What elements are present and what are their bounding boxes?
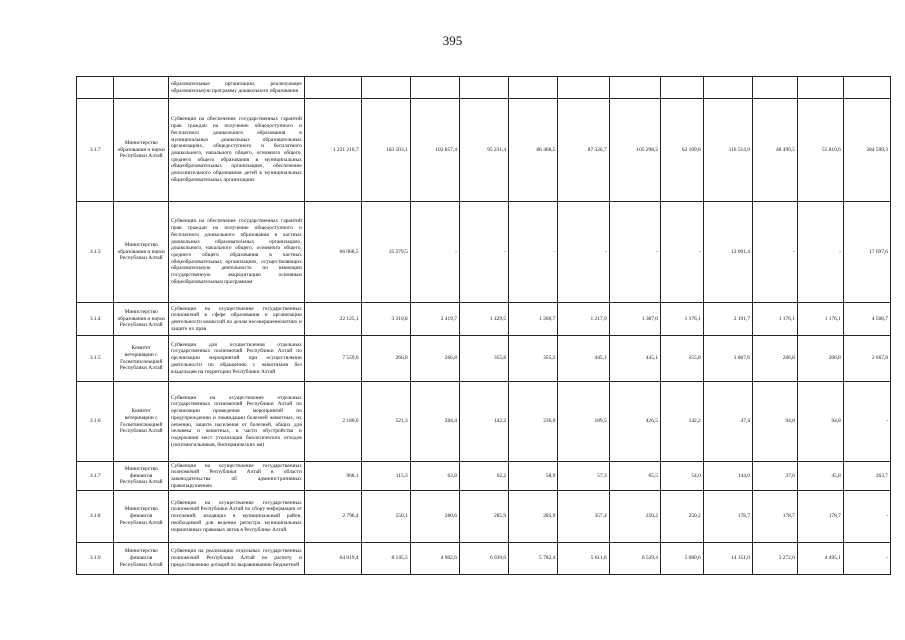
amount-cell: 142,2 <box>459 382 508 462</box>
amount-cell: 178,7 <box>752 491 797 543</box>
organization-cell: Комитет ветеринарии с Госветинспекцией Республики Алтай <box>114 382 169 462</box>
amount-cell: - <box>752 202 797 303</box>
amount-cell: 189,5 <box>558 382 609 462</box>
amount-cell: 102 857,4 <box>410 99 459 202</box>
organization-cell: Министерство финансов Республики Алтай <box>114 491 169 543</box>
amount-cell: 1 867,6 <box>703 336 752 382</box>
amount-cell <box>558 77 609 99</box>
amount-cell: 142,2 <box>660 382 703 462</box>
amount-cell <box>459 77 508 99</box>
amount-cell: 87 326,7 <box>558 99 609 202</box>
amount-cell: 58,9 <box>509 462 558 491</box>
description-cell: Субвенция на обеспечение государственных гарантий прав граждан на получение общедоступного и бесплатного дошкольного образования в муниципальных дошкольных образовательных организациях, общедоступного и бесплатного дошкольного, начального общего, основного общего, среднего общего образования в муниципальных общеобразовательных организациях, обеспечение дополнительного образования детей в муниципальных общеобразовательных организациях <box>168 99 304 202</box>
amount-cell: 95 231,4 <box>459 99 508 202</box>
amount-cell: 178,7 <box>797 491 843 543</box>
amount-cell: 266,8 <box>752 336 797 382</box>
amount-cell: 266,8 <box>797 336 843 382</box>
amount-cell: 66 068,5 <box>304 202 361 303</box>
amount-cell: 250,2 <box>609 491 660 543</box>
amount-cell: 285,9 <box>509 491 558 543</box>
amount-cell <box>752 77 797 99</box>
amount-cell: - <box>410 202 459 303</box>
amount-cell: 57,3 <box>558 462 609 491</box>
amount-cell: 65,5 <box>609 462 660 491</box>
amount-cell: 5 782,4 <box>509 543 558 575</box>
amount-cell <box>660 77 703 99</box>
amount-cell: 6 039,0 <box>459 543 508 575</box>
amount-cell: 2 796,4 <box>304 491 361 543</box>
amount-cell: 5 611,8 <box>558 543 609 575</box>
amount-cell: 285,9 <box>459 491 508 543</box>
amount-cell: 4 902,6 <box>410 543 459 575</box>
amount-cell: - <box>843 543 890 575</box>
amount-cell: - <box>660 202 703 303</box>
amount-cell: 2 667,8 <box>843 336 890 382</box>
row-number-cell: 3.1.7 <box>77 462 114 491</box>
table-row <box>77 202 891 303</box>
table-row <box>77 303 891 336</box>
amount-cell <box>361 77 410 99</box>
amount-cell: 14 151,0 <box>703 543 752 575</box>
amount-cell: 86 468,5 <box>509 99 558 202</box>
amount-cell: - <box>459 202 508 303</box>
amount-cell: 45,8 <box>797 462 843 491</box>
amount-cell: 280,6 <box>410 491 459 543</box>
description-cell: Субвенция на осуществление государственных полномочий в сфере образования и организации деятельности комиссий по делам несовершеннолетних и защите их прав <box>168 303 304 336</box>
amount-cell: 550,1 <box>361 491 410 543</box>
amount-cell: - <box>843 491 890 543</box>
organization-cell: Министерство образования и науки Республики Алтай <box>114 303 169 336</box>
amount-cell: 3 272,0 <box>752 543 797 575</box>
amount-cell: 8 145,5 <box>361 543 410 575</box>
description-cell: Субвенция на реализацию отдельных государственных полномочий Республики Алтай по расчету и предоставлению дотаций по выравниванию бюджетной <box>168 543 304 575</box>
amount-cell: 355,8 <box>660 336 703 382</box>
description-cell: Субвенция на осуществление государственных полномочий Республики Алтай в области законодательства об административных правонарушениях <box>168 462 304 491</box>
amount-cell: 55 810,6 <box>797 99 843 202</box>
amount-cell: 7 559,6 <box>304 336 361 382</box>
amount-cell: 1 176,1 <box>797 303 843 336</box>
description-cell: Субвенции для осуществления отдельных государственных полномочий Республики Алтай по организации мероприятий при осуществлении деятельности по обращению с животными без владельцев на территории Республики Алтай <box>168 336 304 382</box>
table-row <box>77 77 891 99</box>
description-cell: Субвенции на осуществление отдельных государственных полномочий Республики Алтай по организации проведения мероприятий по предупреждению и ликвидации болезней животных, их лечению, защите населения от болезней, общих для человека и животных, в части обустройства и содержания мест утилизации биологических отходов (скотомогильников, биотермических ям) <box>168 382 304 462</box>
amount-cell: 250,2 <box>660 491 703 543</box>
table-row <box>77 543 891 575</box>
amount-cell: 266,8 <box>410 336 459 382</box>
table-row <box>77 382 891 462</box>
amount-cell: 2 419,7 <box>410 303 459 336</box>
amount-cell: 62 109,8 <box>660 99 703 202</box>
amount-cell <box>410 77 459 99</box>
amount-cell: 4 495,1 <box>797 543 843 575</box>
amount-cell <box>304 77 361 99</box>
table-row <box>77 336 891 382</box>
amount-cell: 62,2 <box>459 462 508 491</box>
amount-cell <box>703 77 752 99</box>
amount-cell: 445,1 <box>558 336 609 382</box>
amount-cell: 183 503,1 <box>361 99 410 202</box>
table-row <box>77 99 891 202</box>
amount-cell: 144,0 <box>703 462 752 491</box>
amount-cell: 1 231 210,7 <box>304 99 361 202</box>
amount-cell <box>843 77 890 99</box>
row-number-cell <box>77 77 114 99</box>
amount-cell: 4 508,7 <box>843 303 890 336</box>
amount-cell: - <box>797 202 843 303</box>
row-number-cell: 3.1.6 <box>77 382 114 462</box>
amount-cell: 54,0 <box>660 462 703 491</box>
amount-cell: - <box>609 202 660 303</box>
amount-cell: - <box>843 382 890 462</box>
amount-cell: 1 429,5 <box>459 303 508 336</box>
amount-cell: 355,8 <box>459 336 508 382</box>
table-row <box>77 462 891 491</box>
amount-cell: - <box>509 202 558 303</box>
row-number-cell: 3.1.8 <box>77 491 114 543</box>
amount-cell: 6 539,4 <box>609 543 660 575</box>
row-number-cell: 3.1.9 <box>77 543 114 575</box>
amount-cell: 64 019,4 <box>304 543 361 575</box>
row-number-cell: 3.1.7 <box>77 99 114 202</box>
amount-cell: 48 490,5 <box>752 99 797 202</box>
amount-cell: 178,7 <box>703 491 752 543</box>
amount-cell: 94,8 <box>752 382 797 462</box>
row-number-cell: 3.1.5 <box>77 336 114 382</box>
amount-cell: 47,4 <box>703 382 752 462</box>
amount-cell: 968,1 <box>304 462 361 491</box>
organization-cell: Министерство финансов Республики Алтай <box>114 462 169 491</box>
amount-cell: 35 279,5 <box>361 202 410 303</box>
description-cell: образовательные организации, реализующие образовательную программу дошкольного образования <box>168 77 304 99</box>
amount-cell: 94,8 <box>797 382 843 462</box>
amount-cell: 115,3 <box>361 462 410 491</box>
amount-cell: 284 599,3 <box>843 99 890 202</box>
amount-cell: 17 697,6 <box>843 202 890 303</box>
amount-cell: 284,4 <box>410 382 459 462</box>
row-number-cell: 3.1.3 <box>77 202 114 303</box>
organization-cell: Министерство образования и науки Республики Алтай <box>114 202 169 303</box>
amount-cell <box>797 77 843 99</box>
amount-cell: 357,4 <box>558 491 609 543</box>
budget-table <box>76 76 891 575</box>
amount-cell: 236,9 <box>509 382 558 462</box>
amount-cell: 1 176,1 <box>752 303 797 336</box>
page-number: 395 <box>442 33 463 48</box>
amount-cell: 105 298,2 <box>609 99 660 202</box>
organization-cell: Комитет ветеринарии с Госветинспекцией Республики Алтай <box>114 336 169 382</box>
amount-cell: 1 217,9 <box>558 303 609 336</box>
amount-cell: 2 191,7 <box>703 303 752 336</box>
organization-cell <box>114 77 169 99</box>
amount-cell: - <box>558 202 609 303</box>
amount-cell: 116 514,9 <box>703 99 752 202</box>
amount-cell: 2 180,0 <box>304 382 361 462</box>
amount-cell: 1 387,0 <box>609 303 660 336</box>
amount-cell: 63,8 <box>410 462 459 491</box>
organization-cell: Министерство финансов Республики Алтай <box>114 543 169 575</box>
amount-cell: 445,1 <box>609 336 660 382</box>
amount-cell: 5 080,6 <box>660 543 703 575</box>
amount-cell: 521,3 <box>361 382 410 462</box>
amount-cell: 263,7 <box>843 462 890 491</box>
amount-cell: 1 260,7 <box>509 303 558 336</box>
amount-cell: 37,6 <box>752 462 797 491</box>
amount-cell: 426,5 <box>609 382 660 462</box>
amount-cell: 3 310,8 <box>361 303 410 336</box>
amount-cell: 355,2 <box>509 336 558 382</box>
amount-cell <box>609 77 660 99</box>
amount-cell: 1 176,1 <box>660 303 703 336</box>
description-cell: Субвенция на осуществление государственных полномочий Республики Алтай по сбору информации от поселений, входящих в муниципальный район, необходимой для ведения регистра муниципальных нормативных правовых актов в Республике Алтай <box>168 491 304 543</box>
amount-cell <box>509 77 558 99</box>
amount-cell: 13 091,4 <box>703 202 752 303</box>
table-row <box>77 491 891 543</box>
amount-cell: 22 125,1 <box>304 303 361 336</box>
organization-cell: Министерство образования и науки Республики Алтай <box>114 99 169 202</box>
row-number-cell: 3.1.4 <box>77 303 114 336</box>
amount-cell: 266,8 <box>361 336 410 382</box>
description-cell: Субвенция на обеспечение государственных гарантий прав граждан на получение общедоступного и бесплатного дошкольного образования в частных дошкольных образовательных организациях, дошкольного, начального общего, основного общего, среднего общего образования в частных общеобразовательных организациях, осуществляющих образовательную деятельность по имеющим государственную аккредитацию основным общеобразовательным программам <box>168 202 304 303</box>
